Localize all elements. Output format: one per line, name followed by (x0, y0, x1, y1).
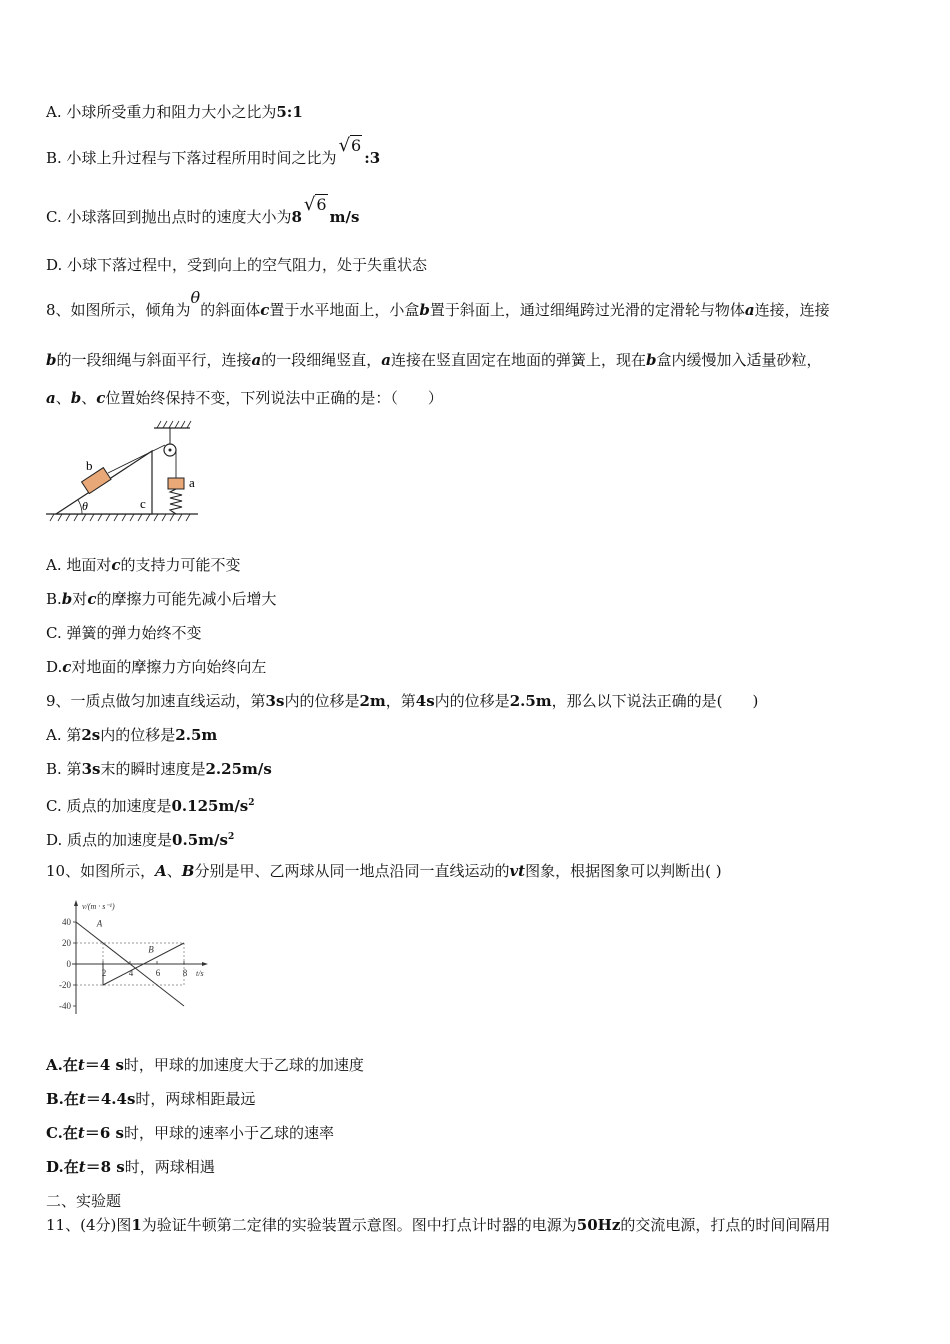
q9-option-a: A. 第2s内的位移是2.5m (46, 726, 218, 744)
x-tick-label: 4 (128, 968, 134, 978)
q8-option-a: A. 地面对c的支持力可能不变 (46, 556, 241, 574)
q8-option-b: B.b对c的摩擦力可能先减小后增大 (46, 590, 277, 608)
y-tick-label: 20 (62, 938, 71, 948)
y-tick-label: -40 (59, 1001, 71, 1011)
q8-stem-line1: 8、如图所示，倾角为θ的斜面体c置于水平地面上，小盒b置于斜面上，通过细绳跨过光滑的定滑轮与物体a连接，连接 (46, 288, 830, 319)
q7-option-b: B. 小球上升过程与下落过程所用时间之比为√6:3 (46, 135, 381, 167)
x-axis-label: t/s (196, 969, 204, 978)
svg-text:c: c (140, 496, 146, 511)
q10-vt-chart (44, 896, 220, 1016)
q9-option-b: B. 第3s末的瞬时速度是2.25m/s (46, 760, 272, 778)
series-label-B: B (148, 944, 154, 955)
q8-option-c: C. 弹簧的弹力始终不变 (46, 624, 202, 642)
q10-stem: 10、如图所示，A、B分别是甲、乙两球从同一地点沿同一直线运动的vt图象，根据图象可以判断出( ) (46, 862, 722, 880)
series-label-A: A (96, 918, 103, 929)
q11-stem: 11、(4分)图1为验证牛顿第二定律的实验装置示意图。图中打点计时器的电源为50Hz的交流电源，打点的时间间隔用 (46, 1216, 831, 1234)
x-tick-label: 6 (155, 968, 161, 978)
q9-stem: 9、一质点做匀加速直线运动，第3s内的位移是2m，第4s内的位移是2.5m，那么以下说法正确的是( ) (46, 692, 759, 710)
y-tick-label: 0 (66, 959, 71, 969)
y-tick-label: -20 (59, 980, 71, 990)
svg-text:b: b (86, 458, 93, 473)
section-heading: 二、实验题 (46, 1192, 122, 1210)
q9-option-d: D. 质点的加速度是$0.5m/s^2$ (46, 831, 235, 849)
q10-option-a: A.在t＝4 s时，甲球的加速度大于乙球的加速度 (46, 1056, 364, 1074)
sqrt-symbol: √6 (338, 135, 362, 156)
q10-option-c: C.在t＝6 s时，甲球的速率小于乙球的速率 (46, 1124, 334, 1142)
q7-option-a: A. 小球所受重力和阻力大小之比为5:1 (46, 103, 303, 121)
q9-option-c: C. 质点的加速度是$0.125m/s^2$ (46, 797, 255, 815)
svg-text:a: a (189, 475, 195, 490)
q10-option-b: B.在t＝4.4s时，两球相距最远 (46, 1090, 256, 1108)
y-tick-label: 40 (62, 917, 71, 927)
q10-option-d: D.在t＝8 s时，两球相遇 (46, 1158, 215, 1176)
svg-text:θ: θ (82, 499, 88, 513)
q8-incline-figure (44, 418, 204, 526)
q7-option-d: D. 小球下落过程中，受到向上的空气阻力，处于失重状态 (46, 256, 428, 274)
x-tick-label: 8 (182, 968, 188, 978)
sqrt-symbol: √6 (303, 194, 327, 215)
y-axis-label: v/(m · s⁻¹) (82, 902, 115, 911)
q8-option-d: D.c对地面的摩擦力方向始终向左 (46, 658, 267, 676)
q7-option-c: C. 小球落回到抛出点时的速度大小为8√6m/s (46, 194, 360, 226)
x-tick-label: 2 (101, 968, 107, 978)
q8-stem-line3: a、b、c位置始终保持不变，下列说法中正确的是：（ ） (46, 389, 443, 407)
q8-stem-line2: b的一段细绳与斜面平行，连接a的一段细绳竖直，a连接在竖直固定在地面的弹簧上，现在b盒内缓慢加入适量砂粒， (46, 351, 822, 369)
